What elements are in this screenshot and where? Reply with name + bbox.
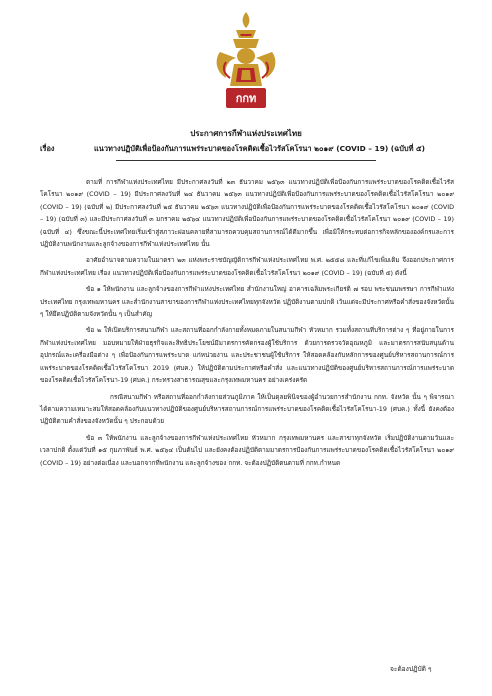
paragraph: อาศัยอำนาจตามความในมาตรา ๒๓ แห่งพระราชบัญญัติการกีฬาแห่งประเทศไทย พ.ศ. ๒๕๕๘ และที่แก้ไขเพิ่มเติม จึงออกประกาศการกีฬาแห่งประเทศไทย เรื่อง แนวทางปฏิบัติเพื่อป้องกันการแพร่ระบาดของโรคติดเชื้อไวรัสโคโรนา ๒๐๑๙ (COVID – 19) (ฉบับที่ ๕) ดังนี้ xyxy=(40,256,454,277)
subject-text: แนวทางปฏิบัติเพื่อป้องกันการแพร่ระบาดของโรคติดเชื้อไวรัสโคโรนา ๒๐๑๙ (COVID – 19) (ฉบับที่ ๕) xyxy=(94,144,425,153)
subject-label: เรื่อง xyxy=(40,144,55,153)
document-body xyxy=(40,176,454,473)
paragraph: ตามที่ การกีฬาแห่งประเทศไทย มีประกาศลงวันที่ ๒๓ ธันวาคม ๒๕๖๓ แนวทางปฏิบัติเพื่อป้องกันการแพร่ระบาดของโรคติดเชื้อไวรัสโคโรนา ๒๐๑๙ (COVID – 19) มีประกาศลงวันที่ ๒๔ ธันวาคม ๒๕๖๓ แนวทางปฏิบัติเพื่อป้องกันการแพร่ระบาดของโรคติดเชื้อไวรัสโคโรนา ๒๐๑๙ (COVID – 19) (ฉบับที่ ๒) มีประกาศลงวันที่ ๒๕ ธันวาคม ๒๕๖๓ แนวทางปฏิบัติเพื่อป้องกันการแพร่ระบาดของโรคติดเชื้อไวรัสโคโรนา ๒๐๑๙ (COVID – 19) (ฉบับที่ ๓) และมีประกาศลงวันที่ ๓ มกราคม ๒๕๖๔ แนวทางปฏิบัติเพื่อป้องกันการแพร่ระบาดของโรคติดเชื้อไวรัสโคโรนา ๒๐๑๙ (COVID – 19) (ฉบับที่ ๔) ซึ่งขณะนี้ประเทศไทยเริ่มเข้าสู่สภาวะผ่อนคลายที่สามารถควบคุมสถานการณ์ได้ดีมากขึ้น เพื่อมิให้กระทบต่อการกิจหลักขององค์กรและการปฏิบัติงานพนักงานและลูกจ้างของการกีฬาแห่งประเทศไทย นั้น xyxy=(40,178,454,249)
divider xyxy=(116,160,376,161)
page-title: ประกาศการกีฬาแห่งประเทศไทย xyxy=(190,129,302,138)
paragraph: ข้อ ๒ ให้เปิดบริการสนามกีฬา และสถานที่ออกกำลังกายทั้งหมดภายในสนามกีฬา หัวหมาก รวมทั้งสถานที่บริการต่าง ๆ ที่อยู่ภายในการกีฬาแห่งประเทศไทย มอบหมายให้ฝ่ายธุรกิจและสิทธิประโยชน์มีมาตรการคัดกรองผู้ใช้บริการ ด้วยการตรวจวัดอุณหภูมิ และมาตรการสนับสนุนด้านอุปกรณ์และเครื่องมือต่าง ๆ เพื่อป้องกันการแพร่ระบาด แก่หน่วยงาน และประชาชนผู้ใช้บริการ ให้สอดคล้องกับหลักการของศูนย์บริหารสถานการณ์การแพร่ระบาดของโรคติดเชื้อไวรัสโคโรนา 2019 (ศบค.) ให้ปฏิบัติตามประกาศหรือคำสั่ง และแนวทางปฏิบัติของศูนย์บริหารสถานการณ์การแพร่ระบาดของโรคติดเชื้อไวรัสโคโรนา-19 (ศบค.) กระทรวงสาธารณสุขและกรุงเทพมหานคร อย่างเคร่งครัด xyxy=(40,326,454,385)
paragraph: ข้อ ๑ ให้พนักงาน และลูกจ้างของการกีฬาแห่งประเทศไทย สำนักงานใหญ่ อาคารเฉลิมพระเกียรติ ๗ รอบ พระชนมพรรษา การกีฬาแห่งประเทศไทย กรุงเทพมหานคร และสำนักงานสาขาของการกีฬาแห่งประเทศไทยทุกจังหวัด ปฏิบัติงานตามปกติ เว้นแต่จะมีประกาศหรือคำสั่งของจังหวัดนั้น ๆ ให้ยึดปฏิบัติตามจังหวัดนั้น ๆ เป็นสำคัญ xyxy=(40,285,454,319)
emblem xyxy=(206,8,286,118)
paragraph: ข้อ ๓ ให้พนักงาน และลูกจ้างของการกีฬาแห่งประเทศไทย หัวหมาก กรุงเทพมหานคร และสาขาทุกจังหวัด เริ่มปฏิบัติงานตามวันและเวลาปกติ ตั้งแต่วันที่ ๑๕ กุมภาพันธ์ พ.ศ. ๒๕๖๔ เป็นต้นไป และยังคงต้องปฏิบัติตามมาตรการป้องกันการแพร่ระบาดของโรคติดเชื้อไวรัสโคโรนา ๒๐๑๙ (COVID – 19) อย่างต่อเนื่อง และนอกจากที่พนักงาน และลูกจ้างของ กกท. จะต้องปฏิบัติตนตามที่ กกท.กำหนด xyxy=(40,433,454,467)
emblem-monogram: กกท xyxy=(235,92,257,105)
paragraph: กรณีสนามกีฬา หรือสถานที่ออกกำลังกายส่วนภูมิภาค ให้เป็นดุลยพินิจของผู้อำนวยการสำนักงาน กกท. จังหวัด นั้น ๆ พิจารณาได้ตามความเหมาะสมให้สอดคล้องกับแนวทางปฏิบัติของศูนย์บริหารสถานการณ์การแพร่ระบาดของโรคติดเชื้อไวรัสโคโรนา-19 (ศบค.) ทั้งนี้ ยังคงต้องปฏิบัติตามคำสั่งของจังหวัดนั้น ๆ ประกอบด้วย xyxy=(40,392,454,426)
continuation-note: จะต้องปฏิบัติ ๆ xyxy=(390,665,432,673)
subject-line xyxy=(40,143,460,154)
